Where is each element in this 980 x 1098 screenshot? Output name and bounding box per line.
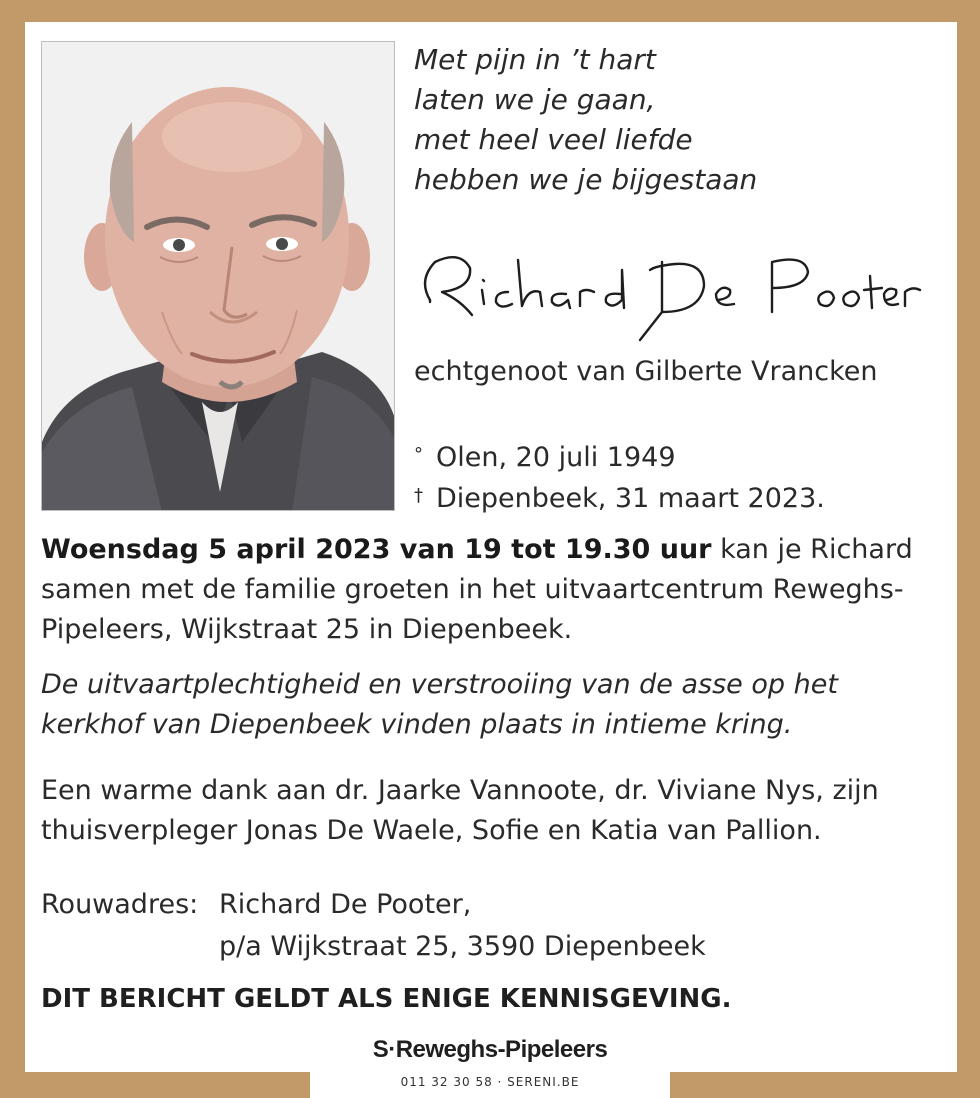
birth-symbol: ° <box>414 444 423 465</box>
signature-script <box>400 240 930 350</box>
poem-line: laten we je gaan, <box>414 83 656 116</box>
poem <box>414 40 757 200</box>
address-line-2: p/a Wijkstraat 25, 3590 Diepenbeek <box>219 931 706 962</box>
ceremony-paragraph: De uitvaartplechtigheid en verstrooiing van de asse op het kerkhof van Diepenbeek vinden plaats in intieme kring. <box>41 669 838 740</box>
death-text: Diepenbeek, 31 maart 2023. <box>436 483 825 514</box>
death-line <box>414 477 825 518</box>
birth-line <box>414 436 825 477</box>
funeral-home-logo: S·Reweghs-Pipeleers <box>372 1036 608 1063</box>
visitation-text: kan je Richard samen met de familie groeten in het uitvaartcentrum Reweghs-Pipeleers, Wijkstraat 25 in Diepenbeek. <box>41 534 913 645</box>
portrait-photo <box>41 41 395 511</box>
address-line-1 <box>41 884 706 926</box>
cross-icon: † <box>414 485 423 506</box>
notice-statement: DIT BERICHT GELDT ALS ENIGE KENNISGEVING. <box>41 984 732 1014</box>
poem-line: met heel veel liefde <box>414 123 693 156</box>
thanks-paragraph: Een warme dank aan dr. Jaarke Vannoote, dr. Viviane Nys, zijn thuisverpleger Jonas De Waele, Sofie en Katia van Pallion. <box>41 775 879 846</box>
poem-line: Met pijn in ’t hart <box>414 43 656 76</box>
visitation-paragraph <box>41 530 941 650</box>
funeral-home-contact: 011 32 30 58 · SERENI.BE <box>400 1075 580 1089</box>
spouse-line: echtgenoot van Gilberte Vrancken <box>414 356 878 387</box>
visitation-date: Woensdag 5 april 2023 van 19 tot 19.30 uur <box>41 534 712 565</box>
address-label: Rouwadres: <box>41 889 199 920</box>
mourning-address <box>41 884 706 968</box>
poem-line: hebben we je bijgestaan <box>414 163 758 196</box>
life-dates <box>414 436 825 518</box>
name-signature <box>400 240 930 354</box>
birth-text: Olen, 20 juli 1949 <box>436 442 676 473</box>
address-name: Richard De Pooter, <box>219 889 472 920</box>
